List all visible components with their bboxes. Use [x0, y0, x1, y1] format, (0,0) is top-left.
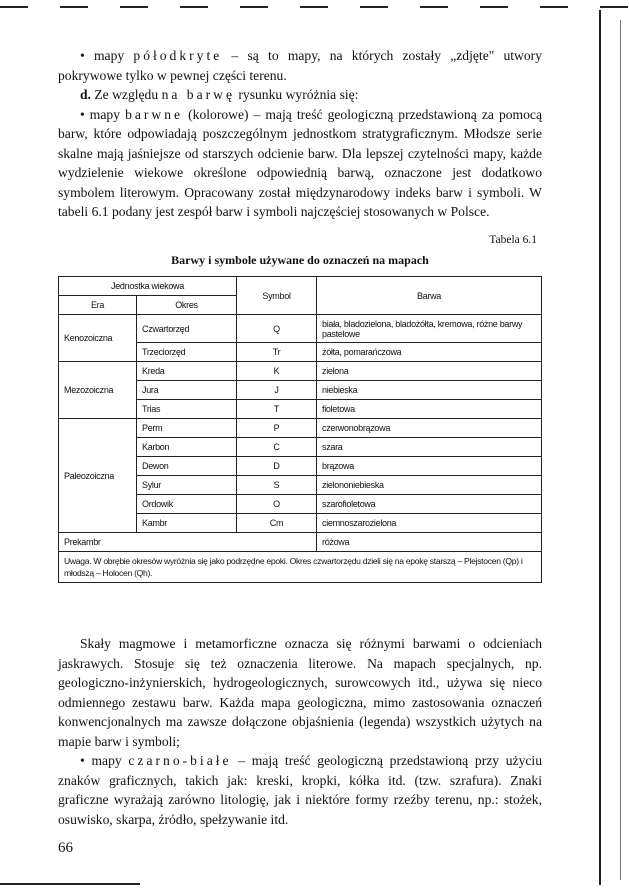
color-cell: różowa	[317, 533, 542, 552]
table-row	[59, 315, 542, 343]
header-color: Barwa	[317, 277, 542, 315]
table-number: Tabela 6.1	[489, 234, 537, 246]
table-title: Barwy i symbole używane do oznaczeń na mapach	[171, 253, 429, 267]
color-cell: zielona	[317, 362, 542, 381]
header-period: Okres	[137, 296, 237, 315]
period-cell: Karbon	[137, 438, 237, 457]
era-cell: Paleozoiczna	[59, 419, 137, 533]
period-cell: Sylur	[137, 476, 237, 495]
period-cell: Kreda	[137, 362, 237, 381]
symbol-cell: D	[237, 457, 317, 476]
color-cell: biała, bladozielona, bladożółta, kremowa, różne barwy pastelowe	[317, 315, 542, 343]
symbol-cell: Cm	[237, 514, 317, 533]
symbol-cell: O	[237, 495, 317, 514]
header-unit: Jednostka wiekowa	[59, 277, 237, 296]
paragraph-polodkryte: • mapy półodkryte – są to mapy, na których zostały „zdjęte" utwory pokrywowe tylko w pewnej części terenu.	[58, 48, 542, 83]
paragraph-barwne: • mapy barwne (kolorowe) – mają treść geologiczną przedstawioną za pomocą barw, które odpowiadają poszczególnym jednostkom stratygraficznym. Młodsze serie skalne mają jaśniejsze od starszych odcienie barw. Dla lepszej czytelności mapy, każde wydzielenie wiekowe określone odpowiednią barwą, oznaczone jest dodatkowo symbolem literowym. Opracowany został międzynarodowy indeks barw i symboli. W tabeli 6.1 podany jest zespół barw i symboli najczęściej stosowanych w Polsce.	[58, 106, 542, 219]
period-cell: Ordowik	[137, 495, 237, 514]
paragraph-czarno-biale: • mapy czarno-białe – mają treść geologiczną przedstawioną przy użyciu znaków graficznych, takich jak: kreski, kropki, kółka itd. (tzw. szrafura). Znaki graficzne wyrażają zarówno litologię, jak i niektóre formy rzeźby terenu, np.: stożek, osuwisko, skarpa, źródło, spełzywanie itd.	[58, 753, 542, 827]
period-cell: Jura	[137, 381, 237, 400]
period-cell: Czwartorzęd	[137, 315, 237, 343]
table-note-row	[59, 552, 542, 583]
period-cell: Perm	[137, 419, 237, 438]
era-cell: Mezozoiczna	[59, 362, 137, 419]
symbol-cell: S	[237, 476, 317, 495]
color-cell: zielononiebieska	[317, 476, 542, 495]
era-cell: Kenozoiczna	[59, 315, 137, 362]
symbol-cell: T	[237, 400, 317, 419]
symbol-cell: C	[237, 438, 317, 457]
period-cell: Trias	[137, 400, 237, 419]
table-row	[59, 419, 542, 438]
period-cell: Trzeciorzęd	[137, 343, 237, 362]
paragraph-skaly-magmowe: Skały magmowe i metamorficzne oznacza się różnymi barwami o odcieniach jaskrawych. Stosuje się też oznaczenia literowe. Na mapach specjalnych, np. geologiczno-inżynierskich, hydrogeologicznych, surowcowych itd., używa się nieco odmiennego zestawu barw. Każda mapa geologiczna, mimo zastosowania oznaczeń konwencjonalnych ma zawsze dołączone objaśnienia (legenda) wszystkich użytych na mapie barw i symboli;	[58, 636, 542, 749]
color-cell: czerwonobrązowa	[317, 419, 542, 438]
period-cell: Kambr	[137, 514, 237, 533]
color-cell: fioletowa	[317, 400, 542, 419]
symbol-cell: Q	[237, 315, 317, 343]
color-cell: niebieska	[317, 381, 542, 400]
header-era: Era	[59, 296, 137, 315]
scan-edge-bottom	[0, 883, 140, 885]
bottom-text-block	[58, 634, 542, 829]
color-cell: brązowa	[317, 457, 542, 476]
symbol-cell: K	[237, 362, 317, 381]
period-cell: Dewon	[137, 457, 237, 476]
scan-edge-right-inner	[620, 20, 621, 880]
table-row-prekambr	[59, 533, 542, 552]
header-symbol: Symbol	[237, 277, 317, 315]
scan-edge-top	[0, 6, 629, 8]
scan-edge-right	[599, 10, 601, 885]
paragraph-wzgledu-barwy: d. Ze względu na barwę rysunku wyróżnia się:	[80, 87, 359, 102]
color-cell: szara	[317, 438, 542, 457]
color-cell: ciemnoszarozielona	[317, 514, 542, 533]
color-cell: szarofioletowa	[317, 495, 542, 514]
color-symbol-table	[58, 276, 542, 583]
symbol-cell: Tr	[237, 343, 317, 362]
table-note: Uwaga. W obrębie okresów wyróżnia się jako podrzędne epoki. Okres czwartorzędu dzieli się na epokę starszą – Plejstocen (Qp) i młodszą – Holocen (Qh).	[59, 552, 542, 583]
page-number: 66	[58, 840, 73, 856]
color-cell: żółta, pomarańczowa	[317, 343, 542, 362]
top-text-block	[58, 46, 542, 222]
prekambr-cell: Prekambr	[59, 533, 317, 552]
table-row	[59, 362, 542, 381]
symbol-cell: J	[237, 381, 317, 400]
symbol-cell: P	[237, 419, 317, 438]
